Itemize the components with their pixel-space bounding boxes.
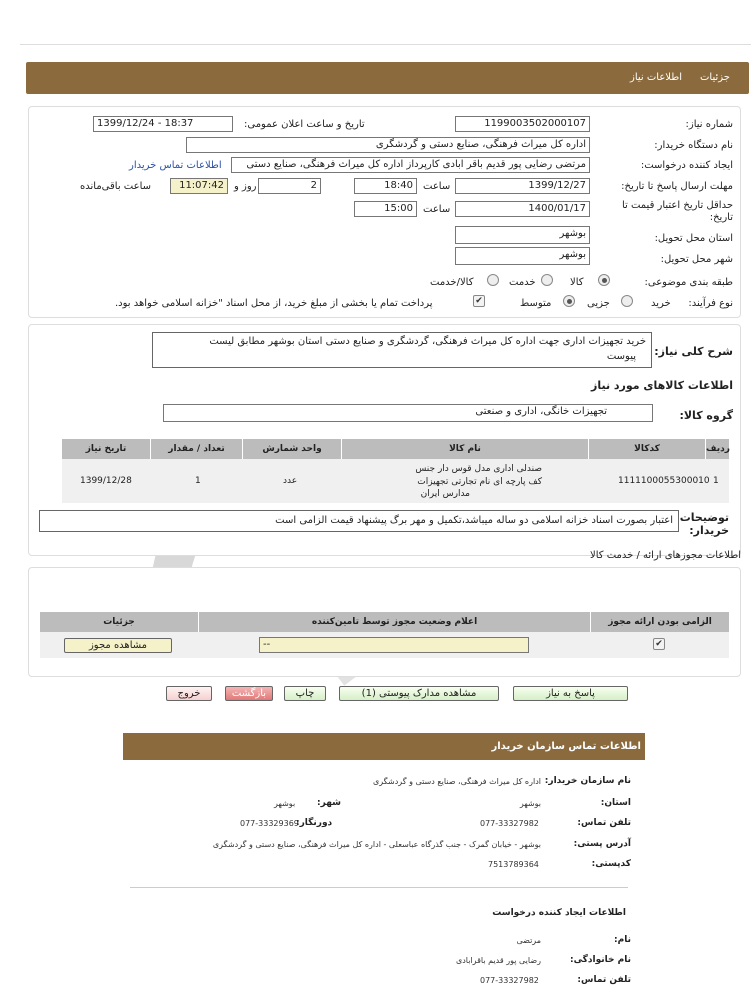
- contact-divider: [130, 887, 628, 888]
- contact-province-label: استان:: [600, 798, 631, 808]
- creator-header: اطلاعات ایجاد کننده درخواست: [492, 908, 626, 918]
- contact-postal-value: 7513789364: [488, 860, 539, 869]
- group-label: گروه کالا:: [679, 409, 733, 422]
- contact-city-value: بوشهر: [274, 799, 296, 808]
- contact-address-value: بوشهر - خیابان گمرک - جنب گذرگاه عباسعلی - اداره کل میراث فرهنگی، صنایع دستی و گردشگری: [212, 840, 541, 849]
- contact-phone-value: 077-33327982: [480, 819, 539, 828]
- contact-header: اطلاعات تماس سازمان خریدار: [491, 741, 641, 752]
- category-service-label: خدمت: [509, 277, 536, 288]
- contact-fax-value: 077-33329369: [240, 819, 299, 828]
- creator-family-value: رضایی پور قدیم باقرابادی: [455, 956, 541, 965]
- permit-required-checkbox: ✔: [653, 638, 665, 650]
- row-qty: 1: [195, 476, 201, 486]
- remaining-label: ساعت باقی‌مانده: [80, 181, 152, 192]
- deadline-label: مهلت ارسال پاسخ تا تاریخ:: [621, 181, 733, 192]
- col-qty: تعداد / مقدار: [150, 439, 242, 459]
- group-field: تجهیزات خانگی، اداری و صنعتی: [163, 404, 653, 422]
- category-both-label: کالا/خدمت: [430, 277, 474, 288]
- creator-field: مرتضی رضایی پور قدیم باقر ابادی کارپرداز اداره کل میراث فرهنگی، صنایع دستی: [231, 157, 590, 173]
- category-goods-radio[interactable]: [598, 274, 610, 286]
- goods-title: اطلاعات کالاهای مورد نیاز: [591, 379, 733, 392]
- city-field: بوشهر: [455, 247, 590, 265]
- creator-name-label: نام:: [614, 935, 631, 945]
- row-unit: عدد: [283, 476, 298, 486]
- announce-label: تاریخ و ساعت اعلان عمومی:: [244, 119, 365, 130]
- contact-phone-label: تلفن تماس:: [577, 818, 631, 828]
- creator-phone-value: 077-33327982: [480, 976, 539, 985]
- payment-note: پرداخت تمام یا بخشی از مبلغ خرید، از محل اسناد "خزانه اسلامی خواهد بود.: [115, 298, 433, 309]
- row-name-2: کف پارچه ای نام تجارتی تجهیزات: [417, 477, 542, 487]
- creator-family-label: نام خانوادگی:: [569, 955, 631, 965]
- permits-title: اطلاعات مجوزهای ارائه / خدمت کالا: [590, 550, 741, 561]
- payment-checkbox[interactable]: ✔: [473, 295, 485, 307]
- deadline-hour-label: ساعت: [423, 181, 451, 192]
- description-text-2: پیوست: [606, 351, 636, 362]
- reply-button[interactable]: پاسخ به نیاز: [513, 686, 628, 701]
- validity-date-field: 1400/01/17: [455, 201, 590, 217]
- row-name-3: مدارس ایران: [420, 489, 470, 499]
- tab-need-info[interactable]: اطلاعات نیاز: [630, 72, 682, 83]
- contact-city-label: شهر:: [317, 798, 341, 808]
- col-name: نام کالا: [341, 439, 588, 459]
- validity-label-2: تاریخ:: [709, 212, 733, 223]
- print-button[interactable]: چاپ: [284, 686, 326, 701]
- permits-col-required: الزامی بودن ارائه مجوز: [590, 612, 729, 632]
- row-date: 1399/12/28: [80, 476, 132, 486]
- col-date: تاریخ نیاز: [62, 439, 150, 459]
- need-number-label: شماره نیاز:: [685, 119, 733, 130]
- creator-phone-label: تلفن تماس:: [577, 975, 631, 985]
- validity-label-1: حداقل تاریخ اعتبار قیمت تا: [621, 200, 733, 211]
- tab-details[interactable]: جزئیات: [700, 72, 730, 83]
- org-label: نام سازمان خریدار:: [544, 776, 631, 786]
- top-divider: [20, 44, 751, 45]
- deadline-time-field: 18:40: [354, 178, 417, 194]
- buyer-notes-text: اعتبار بصورت اسناد خزانه اسلامی دو ساله میباشد،تکمیل و مهر برگ پیشنهاد قیمت الزامی است: [275, 515, 673, 526]
- contact-fax-label: دورنگار:: [296, 818, 333, 828]
- process-label: نوع فرآیند:: [688, 298, 733, 309]
- process-buy-label: خرید: [651, 298, 671, 309]
- category-service-radio[interactable]: [541, 274, 553, 286]
- col-code: کدکالا: [588, 439, 705, 459]
- row-index: 1: [713, 476, 719, 486]
- remaining-time-field: 11:07:42: [170, 178, 228, 194]
- buyer-notes-label-1: توضیحات: [679, 511, 729, 524]
- validity-time-field: 15:00: [354, 201, 417, 217]
- view-permit-button[interactable]: مشاهده مجوز: [64, 638, 172, 653]
- province-label: استان محل تحویل:: [654, 233, 733, 244]
- permit-status-field: --: [259, 637, 529, 653]
- contact-province-value: بوشهر: [519, 799, 541, 808]
- contact-postal-label: کدپستی:: [591, 859, 631, 869]
- description-label: شرح کلی نیاز:: [654, 345, 733, 358]
- creator-label: ایجاد کننده درخواست:: [640, 160, 733, 171]
- description-text-1: خرید تجهیزات اداری جهت اداره کل میراث فرهنگی، گردشگری و صنایع دستی استان بوشهر مطابق لیست: [209, 336, 646, 347]
- exit-button[interactable]: خروج: [166, 686, 212, 701]
- process-small-radio[interactable]: [621, 295, 633, 307]
- buyer-notes-label-2: خریدار:: [689, 524, 729, 537]
- category-label: طبقه بندی موضوعی:: [644, 277, 733, 288]
- announce-field: 1399/12/24 - 18:37: [93, 116, 233, 132]
- creator-name-value: مرتضی: [516, 936, 541, 945]
- province-field: بوشهر: [455, 226, 590, 244]
- city-label: شهر محل تحویل:: [660, 254, 733, 265]
- view-docs-button[interactable]: مشاهده مدارک پیوستی (1): [339, 686, 499, 701]
- process-medium-radio[interactable]: [563, 295, 575, 307]
- permits-col-status: اعلام وضعیت مجوز توسط تامین‌کننده: [198, 612, 590, 632]
- validity-hour-label: ساعت: [423, 204, 451, 215]
- buyer-field: اداره کل میراث فرهنگی، صنایع دستی و گردشگری: [186, 137, 590, 153]
- permits-col-details: جزئیات: [40, 612, 198, 632]
- buyer-label: نام دستگاه خریدار:: [654, 140, 733, 151]
- contact-buyer-link[interactable]: اطلاعات تماس خریدار: [129, 160, 222, 171]
- org-value: اداره کل میراث فرهنگی، صنایع دستی و گردشگری: [372, 777, 541, 786]
- col-index: ردیف: [705, 439, 729, 459]
- category-both-radio[interactable]: [487, 274, 499, 286]
- process-small-label: جزیی: [587, 298, 610, 309]
- category-goods-label: کالا: [570, 277, 584, 288]
- back-button[interactable]: بازگشت: [225, 686, 273, 701]
- row-code: 1111100055300010: [618, 476, 710, 486]
- deadline-date-field: 1399/12/27: [455, 178, 590, 194]
- col-unit: واحد شمارش: [242, 439, 341, 459]
- row-name-1: صندلی اداری مدل قوس دار جنس: [415, 464, 542, 474]
- contact-address-label: آدرس پستی:: [573, 839, 631, 849]
- day-label: روز و: [234, 181, 257, 192]
- days-field: 2: [258, 178, 321, 194]
- need-number-field: 1199003502000107: [455, 116, 590, 132]
- process-medium-label: متوسط: [520, 298, 552, 309]
